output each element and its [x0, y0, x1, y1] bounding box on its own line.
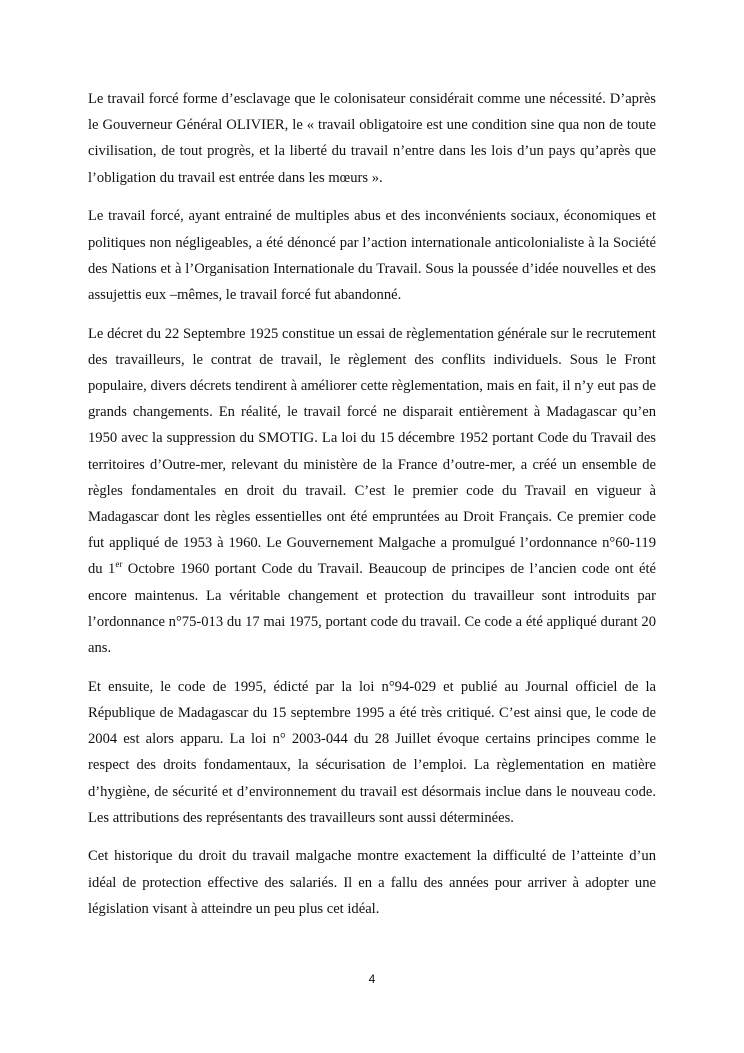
paragraph-text-part: Octobre 1960 portant Code du Travail. Beaucoup de principes de l’ancien code ont été encore maintenus. La véritable changement et protection du travailleur sont introduits par l’ordonnance n°75-013 du 17 mai 1975, portant code du travail. Ce code a été appliqué durant 20 ans.: [88, 561, 657, 657]
paragraph-forced-labor: Le travail forcé forme d’esclavage que le colonisateur considérait comme une nécessité. D’après le Gouverneur Général OLIVIER, le « travail obligatoire est une condition sine qua non de toute civilisation, de tout progrès, et la liberté du travail n’entre dans les lois d’un pays qu’après que l’obligation du travail est entrée dans les mœurs ».: [88, 91, 656, 186]
paragraph-conclusion: Cet historique du droit du travail malgache montre exactement la difficulté de l’atteinte d’un idéal de protection effective des salariés. Il en a fallu des années pour arriver à adopter une législation visant à atteindre un peu plus cet idéal.: [88, 848, 656, 917]
paragraph-abolition: Le travail forcé, ayant entrainé de multiples abus et des inconvénients sociaux, économiques et politiques non négligeables, a été dénoncé par l’action internationale anticolonialiste à la Société des Nations et à l’Organisation Internationale du Travail. Sous la poussée d’idée nouvelles et des assujettis eux –mêmes, le travail forcé fut abandonné.: [88, 208, 656, 303]
paragraph-recent-codes: Et ensuite, le code de 1995, édicté par la loi n°94-029 et publié au Journal officiel de la République de Madagascar du 15 septembre 1995 a été très critiqué. C’est ainsi que, le code de 2004 est alors apparu. La loi n° 2003-044 du 28 Juillet évoque certains principes comme le respect des droits fondamentaux, la sécurisation de l’emploi. La règlementation en matière d’hygiène, de sécurité et d’environnement du travail est désormais inclue dans le nouveau code. Les attributions des représentants des travailleurs sont aussi déterminées.: [88, 678, 656, 826]
document-body: [88, 86, 656, 922]
paragraph-text-part: Le décret du 22 Septembre 1925 constitue un essai de règlementation générale sur le recrutement des travailleurs, le contrat de travail, le règlement des conflits individuels. Sous le Front populaire, divers décrets tendirent à améliorer cette règlementation, mais en fait, il n’y eut pas de grands changements. En réalité, le travail forcé ne disparait entièrement à Madagascar qu’en 1950 avec la suppression du SMOTIG. La loi du 15 décembre 1952 portant Code du Travail des territoires d’Outre-mer, relevant du ministère de la France d’outre-mer, a créé un ensemble de règles fondamentales en droit du travail. C’est le premier code du Travail en vigueur à Madagascar dont les règles essentielles ont été empruntées au Droit Français. Ce premier code fut appliqué de 1953 à 1960. Le Gouvernement Malgache a promulgué l’ordonnance n°60-119 du 1: [88, 325, 656, 578]
paragraph-labor-code-history: [88, 321, 656, 662]
ordinal-superscript: er: [115, 559, 123, 570]
page-number: 4: [368, 972, 376, 986]
